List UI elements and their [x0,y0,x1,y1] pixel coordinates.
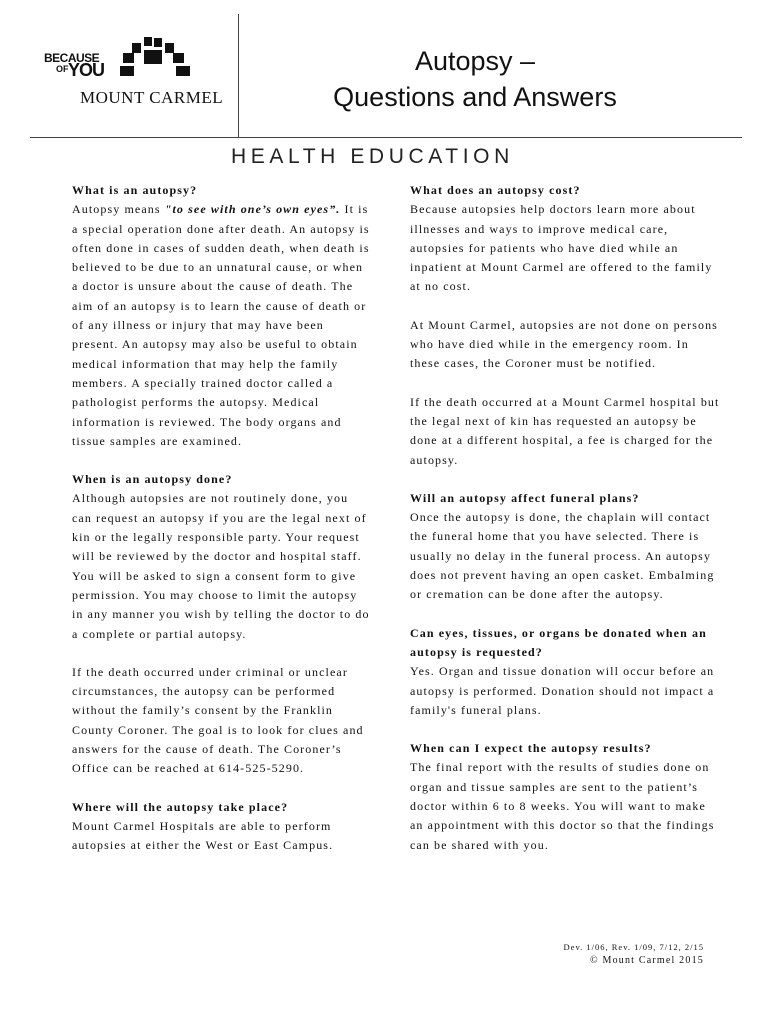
question-donation: Can eyes, tissues, or organs be donated when an autopsy is requested? [410,625,707,659]
revision-note: Dev. 1/06, Rev. 1/09, 7/12, 2/15 [563,942,704,952]
question-what-is-autopsy: What is an autopsy? [72,183,198,197]
mount-carmel-emblem-icon [118,36,198,82]
question-when-done: When is an autopsy done? [72,472,233,487]
question-cost: What does an autopsy cost? [410,183,581,197]
header-vertical-divider [238,14,239,138]
answer-what-is-autopsy [72,200,372,451]
logo-of: OF [56,64,69,74]
answer-quote: "to see with one’s own eyes”. [164,202,341,217]
answer-donation: Yes. Organ and tissue donation will occur before an autopsy is performed. Donation should not impact a family's funeral plans. [410,664,715,717]
answer-cost-p1: Because autopsies help doctors learn more about illnesses and ways to improve medical care, autopsies for patients who have died while an inpatient at Mount Carmel are offered to the family at no cost. [410,202,713,294]
footer [564,941,704,967]
mount-carmel-logo [44,36,234,116]
logo-you: YOU [68,60,105,80]
answer-cost-p3: If the death occurred at a Mount Carmel hospital but the legal next of kin has requested an autopsy be done at a different hospital, a fee is charged for the autopsy. [410,394,720,467]
answer-lead: Autopsy means [72,202,165,217]
logo-because: BECAUSE [44,51,100,65]
page-title-line-1: Autopsy – [414,46,536,76]
answer-rest: It is a special operation done after death. An autopsy is often done in cases of sudden death, when death is believed to be due to an unnatural cause, or when a doctor is unsure about the cause of death. The aim of an autopsy is to learn the cause of death or of any illness or injury that may have been present. An autopsy may also be useful to obtain medical information that may help the family members. A specially trained doctor called a pathologist performs the autopsy. Medical information is reviewed. The body organs and tissue samples are examined. [72,202,370,448]
header-horizontal-divider [30,137,742,138]
left-column [72,181,372,856]
logo-name: MOUNT CARMEL [80,88,224,107]
question-funeral-plans: Will an autopsy affect funeral plans? [410,490,640,505]
answer-results: The final report with the results of studies done on organ and tissue samples are sent to the patient’s doctor within 6 to 8 weeks. You will want to make an appointment with this doctor so that the findings can be shared with you. [410,760,715,852]
answer-when-done-p2: If the death occurred under criminal or unclear circumstances, the autopsy can be performed without the family’s consent by the Franklin County Coroner. The goal is to look for clues and answers for the cause of death. The Coroner’s Office can be reached at 614-525-5290. [72,664,364,776]
answer-funeral-plans: Once the autopsy is done, the chaplain will contact the funeral home that you have selected. There is usually no delay in the funeral process. An autopsy does not prevent having an open casket. Embalming or cremation can be done after the autopsy. [410,510,715,602]
question-results: When can I expect the autopsy results? [410,741,652,756]
answer-where: Mount Carmel Hospitals are able to perform autopsies at either the West or East Campus. [72,818,334,853]
copyright: © Mount Carmel 2015 [589,955,704,966]
right-column [410,181,720,855]
section-label: HEALTH EDUCATION [231,145,514,168]
answer-cost-p2: At Mount Carmel, autopsies are not done on persons who have died while in the emergency room. In these cases, the Coroner must be notified. [410,317,718,371]
answer-when-done-p1: Although autopsies are not routinely done, you can request an autopsy if you are the legal next of kin or the legally responsible party. Your request will be reviewed by the doctor and hospital staff. You will be asked to sign a consent form to give permission. You may choose to limit the autopsy in any manner you wish by telling the doctor to do a complete or partial autopsy. [72,491,370,641]
question-where: Where will the autopsy take place? [72,799,289,814]
page-title-line-2: Questions and Answers [333,82,617,112]
